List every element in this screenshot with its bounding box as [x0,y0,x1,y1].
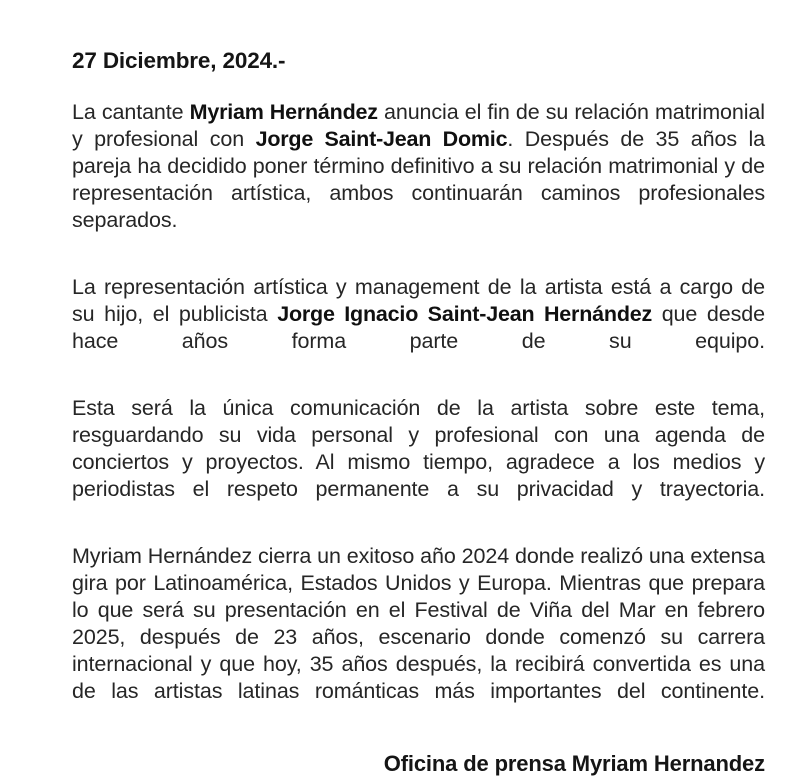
text-run: Esta será la única comunicación de la artista sobre este tema, resguardando su vida personal y profesional con una agenda de conciertos y proyectos. Al mismo tiempo, agradece a los medios y periodistas el respeto permanente a su privacidad y trayectoria. [72,396,765,501]
paragraph [72,543,765,732]
text-run: anuncia el fin de su relación matrimonial y profesional con [72,100,765,151]
emphasized-name: Jorge Ignacio Saint-Jean Hernández [277,302,653,326]
text-run: La cantante [72,100,190,124]
text-run: que desde hace años forma parte de su equipo. [72,302,765,353]
paragraph [72,274,765,382]
document-body [72,99,765,732]
paragraph [72,99,765,261]
paragraph [72,395,765,530]
emphasized-name: Myriam Hernández [189,100,378,124]
text-run: . Después de 35 años la pareja ha decidido poner término definitivo a su relación matrimonial y de representación artística, ambos continuarán caminos profesionales separados. [72,127,765,232]
press-office-signature: Oficina de prensa Myriam Hernandez [383,751,765,776]
text-run: Myriam Hernández cierra un exitoso año 2024 donde realizó una extensa gira por Latinoamérica, Estados Unidos y Europa. Mientras que prepara lo que será su presentación en el Festival de Viña del Mar en febrero 2025, después de 23 años, escenario donde comenzó su carrera internacional y que hoy, 35 años después, la recibirá convertida es una de las artistas latinas románticas más importantes del continente. [72,544,765,703]
text-run: La representación artística y management de la artista está a cargo de su hijo, el publicista [72,275,765,326]
emphasized-name: Jorge Saint-Jean Domic [255,127,508,151]
document-date: 27 Diciembre, 2024.- [72,48,286,73]
document-content [72,0,765,777]
